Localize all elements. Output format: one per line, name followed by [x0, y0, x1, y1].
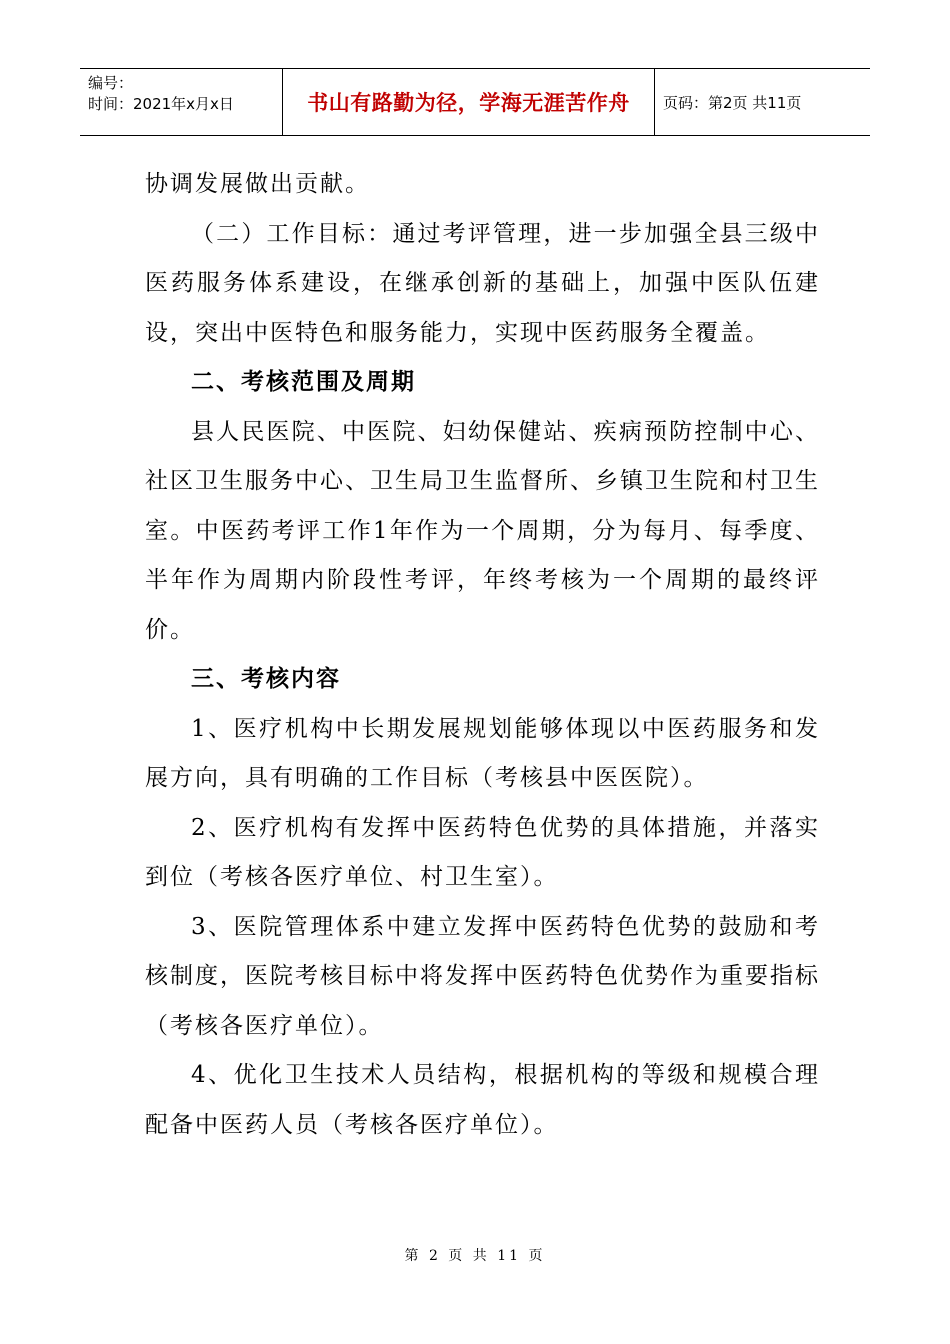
document-time: 时间：2021年x月x日	[88, 95, 234, 113]
paragraph: 县人民医院、中医院、妇幼保健站、疾病预防控制中心、社区卫生服务中心、卫生局卫生监督所、乡镇卫生院和村卫生室。中医药考评工作1年作为一个周期，分为每月、每季度、半年作为周期内阶段性考评，年终考核为一个周期的最终评价。	[145, 418, 820, 643]
document-number: 编号：	[88, 74, 134, 92]
page-footer: 第 2 页 共 11 页	[404, 1248, 546, 1264]
list-item: 2、医疗机构有发挥中医药特色优势的具体措施，并落实到位（考核各医疗单位、村卫生室）。	[145, 814, 820, 890]
paragraph: 协调发展做出贡献。	[145, 171, 370, 197]
list-item: 4、优化卫生技术人员结构，根据机构的等级和规模合理配备中医药人员（考核各医疗单位）。	[145, 1062, 820, 1138]
document-body	[145, 160, 820, 1150]
section-heading: 二、考核范围及周期	[191, 369, 416, 395]
paragraph: （二）工作目标：通过考评管理，进一步加强全县三级中医药服务体系建设，在继承创新的基础上，加强中医队伍建设，突出中医特色和服务能力，实现中医药服务全覆盖。	[145, 220, 820, 346]
list-item: 1、医疗机构中长期发展规划能够体现以中医药服务和发展方向，具有明确的工作目标（考核县中医医院）。	[145, 715, 820, 791]
page-header	[80, 68, 870, 136]
header-motto-cell	[283, 69, 655, 135]
list-item: 3、医院管理体系中建立发挥中医药特色优势的鼓励和考核制度，医院考核目标中将发挥中医药特色优势作为重要指标（考核各医疗单位）。	[145, 913, 820, 1039]
section-heading: 三、考核内容	[191, 666, 341, 692]
header-meta	[80, 69, 283, 135]
header-page-number: 页码：第2页 共11页	[663, 93, 802, 112]
header-page-info	[655, 69, 870, 135]
header-motto: 书山有路勤为径，学海无涯苦作舟	[307, 91, 630, 115]
